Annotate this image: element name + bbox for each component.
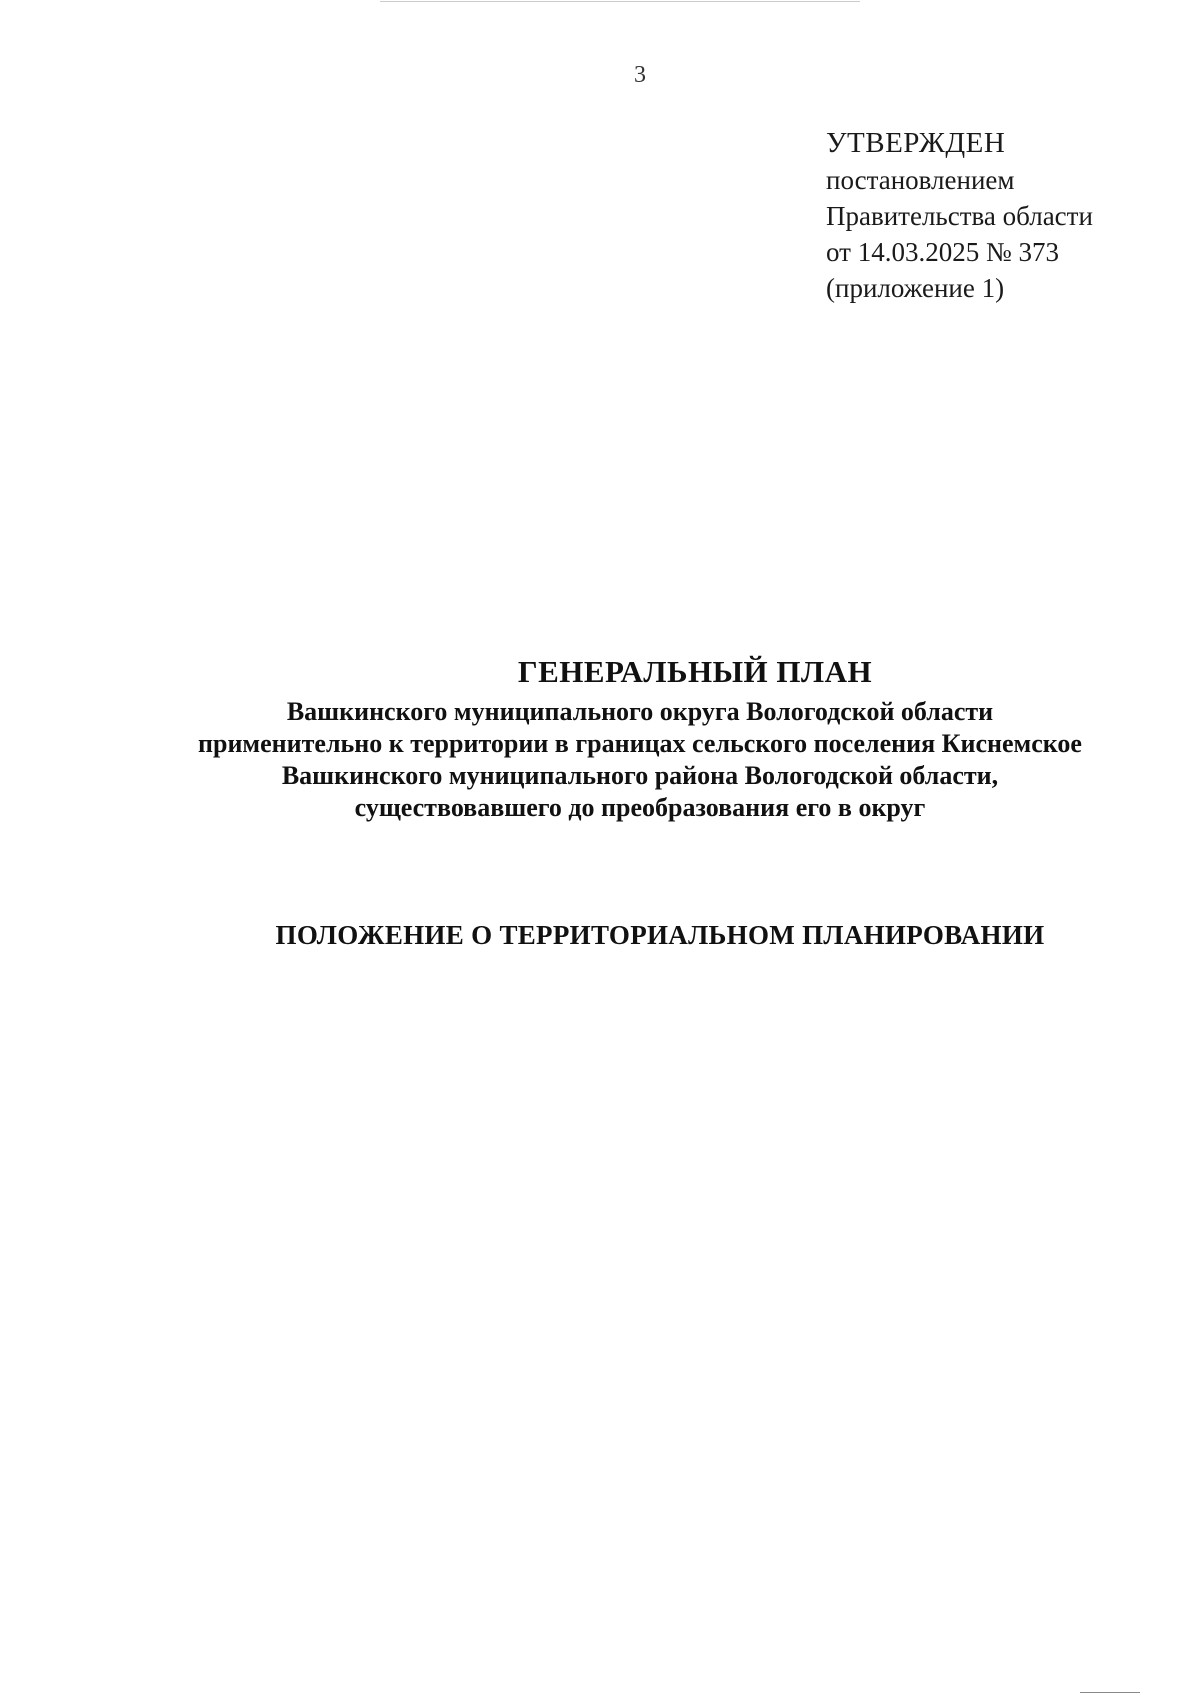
approval-line: Правительства области <box>826 201 1093 231</box>
section-title: ПОЛОЖЕНИЕ О ТЕРРИТОРИАЛЬНОМ ПЛАНИРОВАНИИ <box>275 920 1045 950</box>
scan-artifact-bottom <box>1080 1692 1140 1693</box>
plan-subtitle-line: применительно к территории в границах сельского поселения Киснемское <box>198 729 1082 758</box>
plan-subtitle-line: существовавшего до преобразования его в округ <box>354 793 926 822</box>
plan-subtitle-line: Вашкинского муниципального района Вологодской области, <box>281 761 999 790</box>
approval-stamp-block <box>826 124 1186 306</box>
plan-subtitle <box>100 696 1180 824</box>
approval-line: от 14.03.2025 № 373 <box>826 237 1059 267</box>
plan-heading-block <box>100 652 1180 824</box>
approval-line: постановлением <box>826 165 1015 195</box>
plan-subtitle-line: Вашкинского муниципального округа Вологодской области <box>286 697 994 726</box>
scan-artifact-top <box>380 1 860 2</box>
approval-title: УТВЕРЖДЕН <box>826 127 1006 159</box>
approval-line: (приложение 1) <box>826 273 1005 303</box>
plan-title: ГЕНЕРАЛЬНЫЙ ПЛАН <box>517 654 873 689</box>
page-number: 3 <box>634 62 646 88</box>
